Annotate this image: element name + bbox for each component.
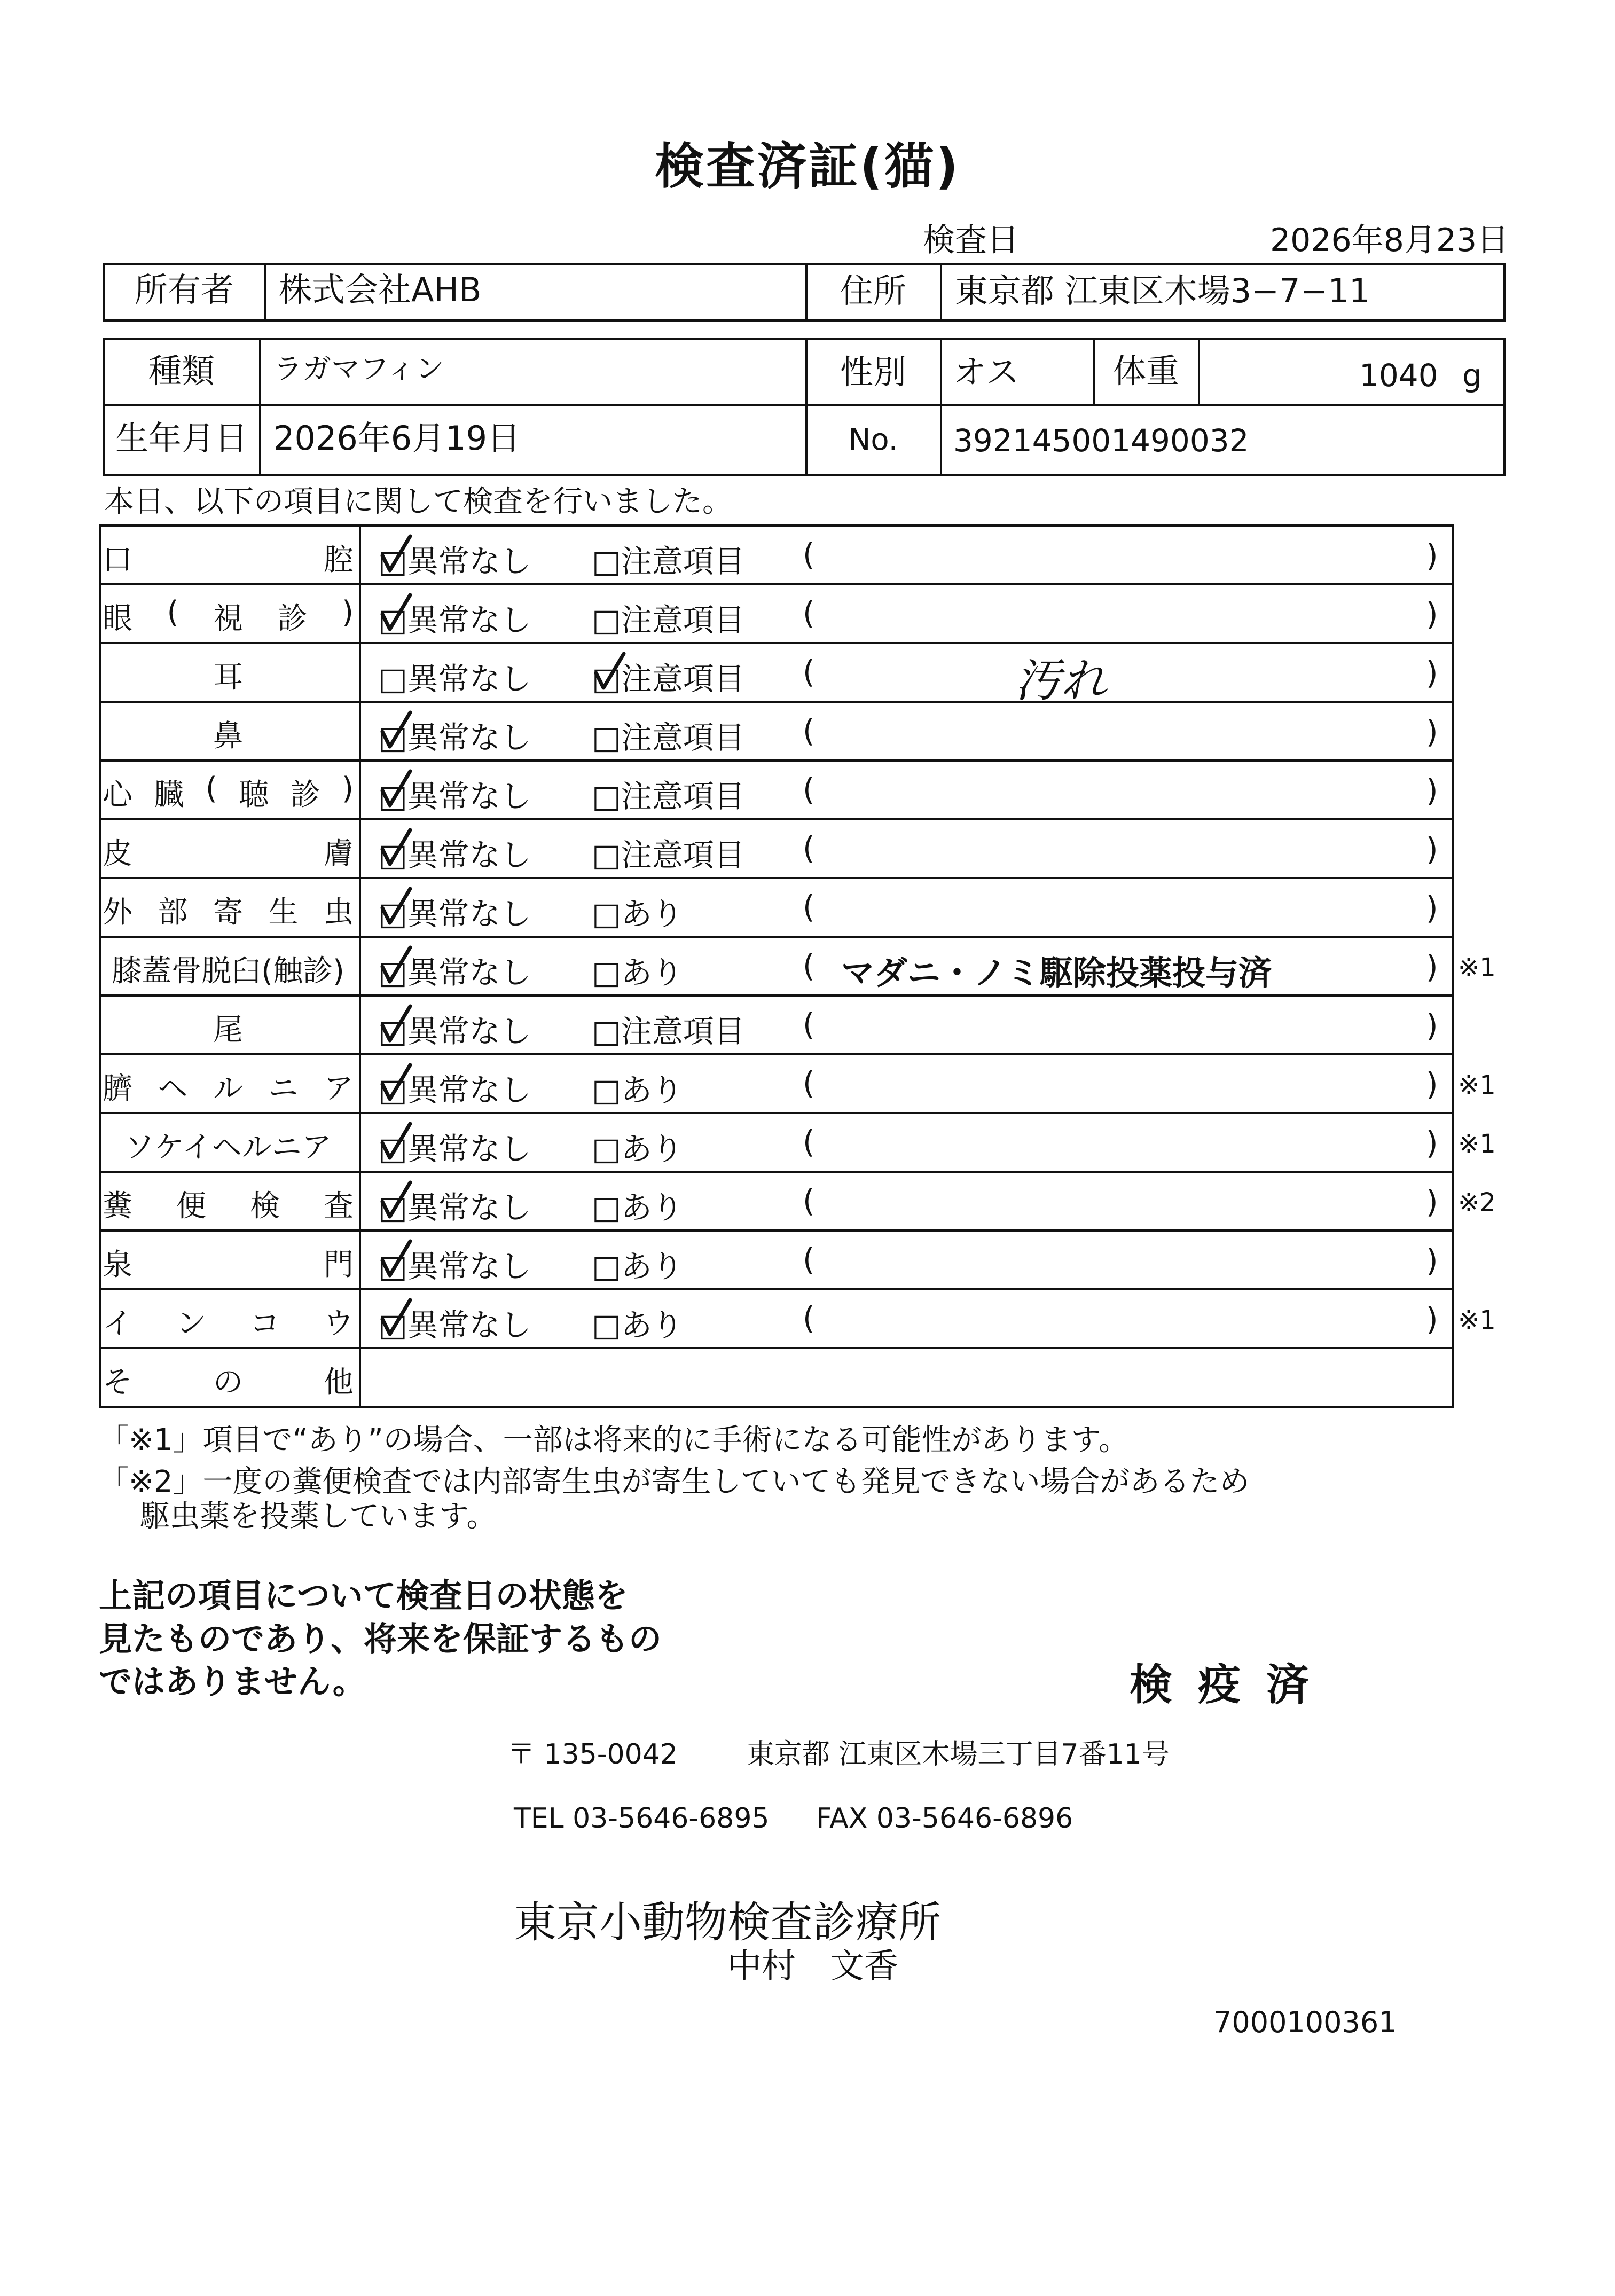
option-attention-checkbox[interactable]: □あり [592,896,683,932]
note-close-paren: ) [1426,537,1438,574]
row-label-char: 虫 [324,895,354,930]
row-label-char: ウ [324,1306,354,1341]
option-normal-checkbox[interactable]: □異常なし [378,954,531,991]
row-label-char: 耳 [213,660,243,695]
note-open-paren: ( [803,1065,815,1101]
row-label-char: 口 [103,543,132,577]
check-mark-icon [382,1065,410,1099]
quarantine-stamp: 検 疫 済 [1130,1660,1314,1710]
option-normal-checkbox[interactable]: □異常なし [378,661,531,697]
document-code: 7000100361 [1213,2005,1397,2039]
footnote-mark: ※1 [1458,1070,1496,1100]
disclaimer-line: 上記の項目について検査日の状態を [99,1576,628,1615]
option-normal-checkbox[interactable]: □異常なし [378,602,531,638]
note-open-paren: ( [803,947,815,984]
row-label-char: 鼻 [213,719,243,754]
option-normal-checkbox[interactable]: □異常なし [378,896,531,932]
row-label-char: ) [342,595,354,630]
row-label-char: 膚 [324,836,354,871]
note-close-paren: ) [1426,772,1438,809]
clinic-name: 東京小動物検査診療所 [514,1898,941,1947]
row-label-char: の [213,1365,243,1400]
row-label-char: 生 [268,895,299,930]
note-close-paren: ) [1426,714,1438,750]
weight-label: 体重 [1112,351,1179,390]
breed-value: ラガマフィン [273,352,444,386]
sex-label: 性別 [840,352,906,391]
note-open-paren: ( [803,595,815,631]
exam-date-value: 2026年8月23日 [1270,222,1509,259]
footnote-2: 「※2」一度の糞便検査では内部寄生虫が寄生していても発見できない場合があるため [99,1464,1250,1499]
row-label-char: 膝蓋骨脱臼(触診) [112,954,344,989]
note-close-paren: ) [1426,949,1438,985]
row-label-char: 眼 [103,601,132,636]
note-open-paren: ( [803,830,815,866]
option-attention-checkbox[interactable]: □注意項目 [592,719,745,756]
note-close-paren: ) [1426,596,1438,632]
row-label-char: 臓 [154,778,184,812]
breed-label: 種類 [148,351,215,390]
owner-value: 株式会社AHB [279,270,482,309]
check-mark-icon [596,654,624,688]
option-attention-checkbox[interactable]: □あり [592,1307,683,1343]
option-attention-checkbox[interactable]: □あり [592,1072,683,1108]
row-label-char: 尾 [213,1013,243,1047]
option-normal-checkbox[interactable]: □異常なし [378,543,531,579]
footnote-2-cont: 駆虫薬を投薬しています。 [140,1499,497,1534]
note-open-paren: ( [803,1182,815,1219]
option-normal-checkbox[interactable]: □異常なし [378,1248,531,1284]
option-normal-checkbox[interactable]: □異常なし [378,837,531,873]
option-normal-checkbox[interactable]: □異常なし [378,1307,531,1343]
row-label-char: ニ [268,1071,299,1106]
note-open-paren: ( [803,712,815,749]
row-label-char: 部 [158,895,188,930]
footnote-mark: ※2 [1458,1188,1496,1218]
row-label-char: 皮 [103,836,132,871]
row-label-char: 門 [324,1248,354,1282]
option-attention-checkbox[interactable]: □あり [592,1248,683,1284]
clinic-fax: FAX 03-5646-6896 [816,1803,1073,1835]
option-attention-checkbox[interactable]: □注意項目 [592,837,745,873]
row-label-char: ( [205,771,217,806]
option-attention-checkbox[interactable]: □注意項目 [592,602,745,638]
row-label-char: ( [167,595,179,630]
owner-label: 所有者 [134,270,234,309]
sex-value: オス [953,352,1020,391]
row-label-char: そ [103,1365,132,1400]
row-label-char: ) [342,771,354,806]
note-close-paren: ) [1426,890,1438,926]
row-note: マダニ・ノミ駆除投薬投与済 [841,953,1272,992]
option-normal-checkbox[interactable]: □異常なし [378,1013,531,1049]
option-attention-checkbox[interactable]: □注意項目 [592,1013,745,1049]
row-label-char: ヘ [158,1071,188,1106]
note-close-paren: ) [1426,1007,1438,1044]
check-mark-icon [382,889,410,923]
note-close-paren: ) [1426,1184,1438,1220]
footnote-1: 「※1」項目で“あり”の場合、一部は将来的に手術になる可能性があります。 [99,1423,1129,1457]
address-label: 住所 [840,271,906,310]
clinic-phone: TEL 03-5646-6895 [514,1803,770,1835]
note-open-paren: ( [803,1300,815,1336]
row-label-char: 外 [103,895,132,930]
row-label-char: 聴 [239,778,269,812]
note-open-paren: ( [803,1006,815,1043]
note-open-paren: ( [803,771,815,808]
row-label-char: 心 [103,778,132,812]
clinic-address: 東京都 江東区木場三丁目7番11号 [747,1738,1170,1770]
handwritten-note: 汚れ [1015,654,1107,708]
option-attention-checkbox[interactable]: □注意項目 [592,778,745,814]
row-label-char: 泉 [103,1248,132,1282]
row-label-char: 臍 [103,1071,132,1106]
birth-label: 生年月日 [115,419,248,458]
option-attention-checkbox[interactable]: □注意項目 [592,543,745,579]
row-label-char: 便 [176,1189,206,1224]
document-title: 検査済証(猫) [654,138,961,195]
vet-name: 中村 文香 [727,1947,898,1986]
option-attention-checkbox[interactable]: □注意項目 [592,661,745,697]
check-mark-icon [382,771,410,805]
check-mark-icon [382,830,410,864]
row-label-char: 診 [277,601,308,636]
check-mark-icon [382,1182,410,1217]
footnote-mark: ※1 [1458,1129,1496,1159]
check-mark-icon [382,1006,410,1040]
row-label-char: 他 [324,1365,354,1400]
note-open-paren: ( [803,889,815,925]
intro-text: 本日、以下の項目に関して検査を行いました。 [104,484,732,519]
option-normal-checkbox[interactable]: □異常なし [378,719,531,756]
number-label: No. [848,422,898,457]
row-label-char: コ [250,1306,280,1341]
disclaimer [99,1574,662,1704]
note-open-paren: ( [803,654,815,690]
note-close-paren: ) [1426,1301,1438,1337]
footnote-mark: ※1 [1458,953,1496,983]
check-mark-icon [382,1241,410,1275]
footnote-mark: ※1 [1458,1305,1496,1335]
row-label-char: 糞 [103,1189,132,1224]
address-value: 東京都 江東区木場3−7−11 [955,271,1370,310]
note-open-paren: ( [803,1124,815,1160]
check-mark-icon [382,595,410,629]
disclaimer-line: 見たものであり、将来を保証するもの [99,1619,662,1658]
option-normal-checkbox[interactable]: □異常なし [378,778,531,814]
note-close-paren: ) [1426,831,1438,867]
row-label-char: 検 [250,1189,280,1224]
row-label-char: 診 [290,778,320,812]
disclaimer-line: ではありません。 [99,1662,366,1702]
row-label-char: 寄 [213,895,243,930]
option-normal-checkbox[interactable]: □異常なし [378,1131,531,1167]
check-mark-icon [382,1124,410,1158]
postal-code: 〒 135-0042 [507,1738,678,1770]
birth-value: 2026年6月19日 [273,419,521,458]
note-close-paren: ) [1426,1125,1438,1161]
note-open-paren: ( [803,536,815,573]
row-label-char: 査 [324,1189,354,1224]
row-label-char: ア [324,1071,354,1106]
number-value: 392145001490032 [953,422,1249,459]
option-normal-checkbox[interactable]: □異常なし [378,1189,531,1226]
row-label-char: ン [176,1306,206,1341]
exam-date-label: 検査日 [923,222,1019,259]
note-close-paren: ) [1426,1242,1438,1279]
check-mark-icon [382,712,410,747]
weight-value: 1040 [1359,357,1438,394]
option-attention-checkbox[interactable]: □あり [592,1131,683,1167]
check-mark-icon [382,536,410,570]
note-open-paren: ( [803,1241,815,1278]
check-mark-icon [382,947,410,982]
check-mark-icon [382,1300,410,1334]
option-normal-checkbox[interactable]: □異常なし [378,1072,531,1108]
row-label-char: 腔 [324,543,354,577]
row-label-char: 視 [213,601,243,636]
row-label-char: ル [213,1071,243,1106]
row-label-char: ソケイヘルニア [124,1130,332,1165]
option-attention-checkbox[interactable]: □あり [592,1189,683,1226]
row-label-char: イ [103,1306,132,1341]
note-close-paren: ) [1426,1066,1438,1102]
weight-unit: g [1462,357,1482,394]
note-close-paren: ) [1426,655,1438,691]
option-attention-checkbox[interactable]: □あり [592,954,683,991]
